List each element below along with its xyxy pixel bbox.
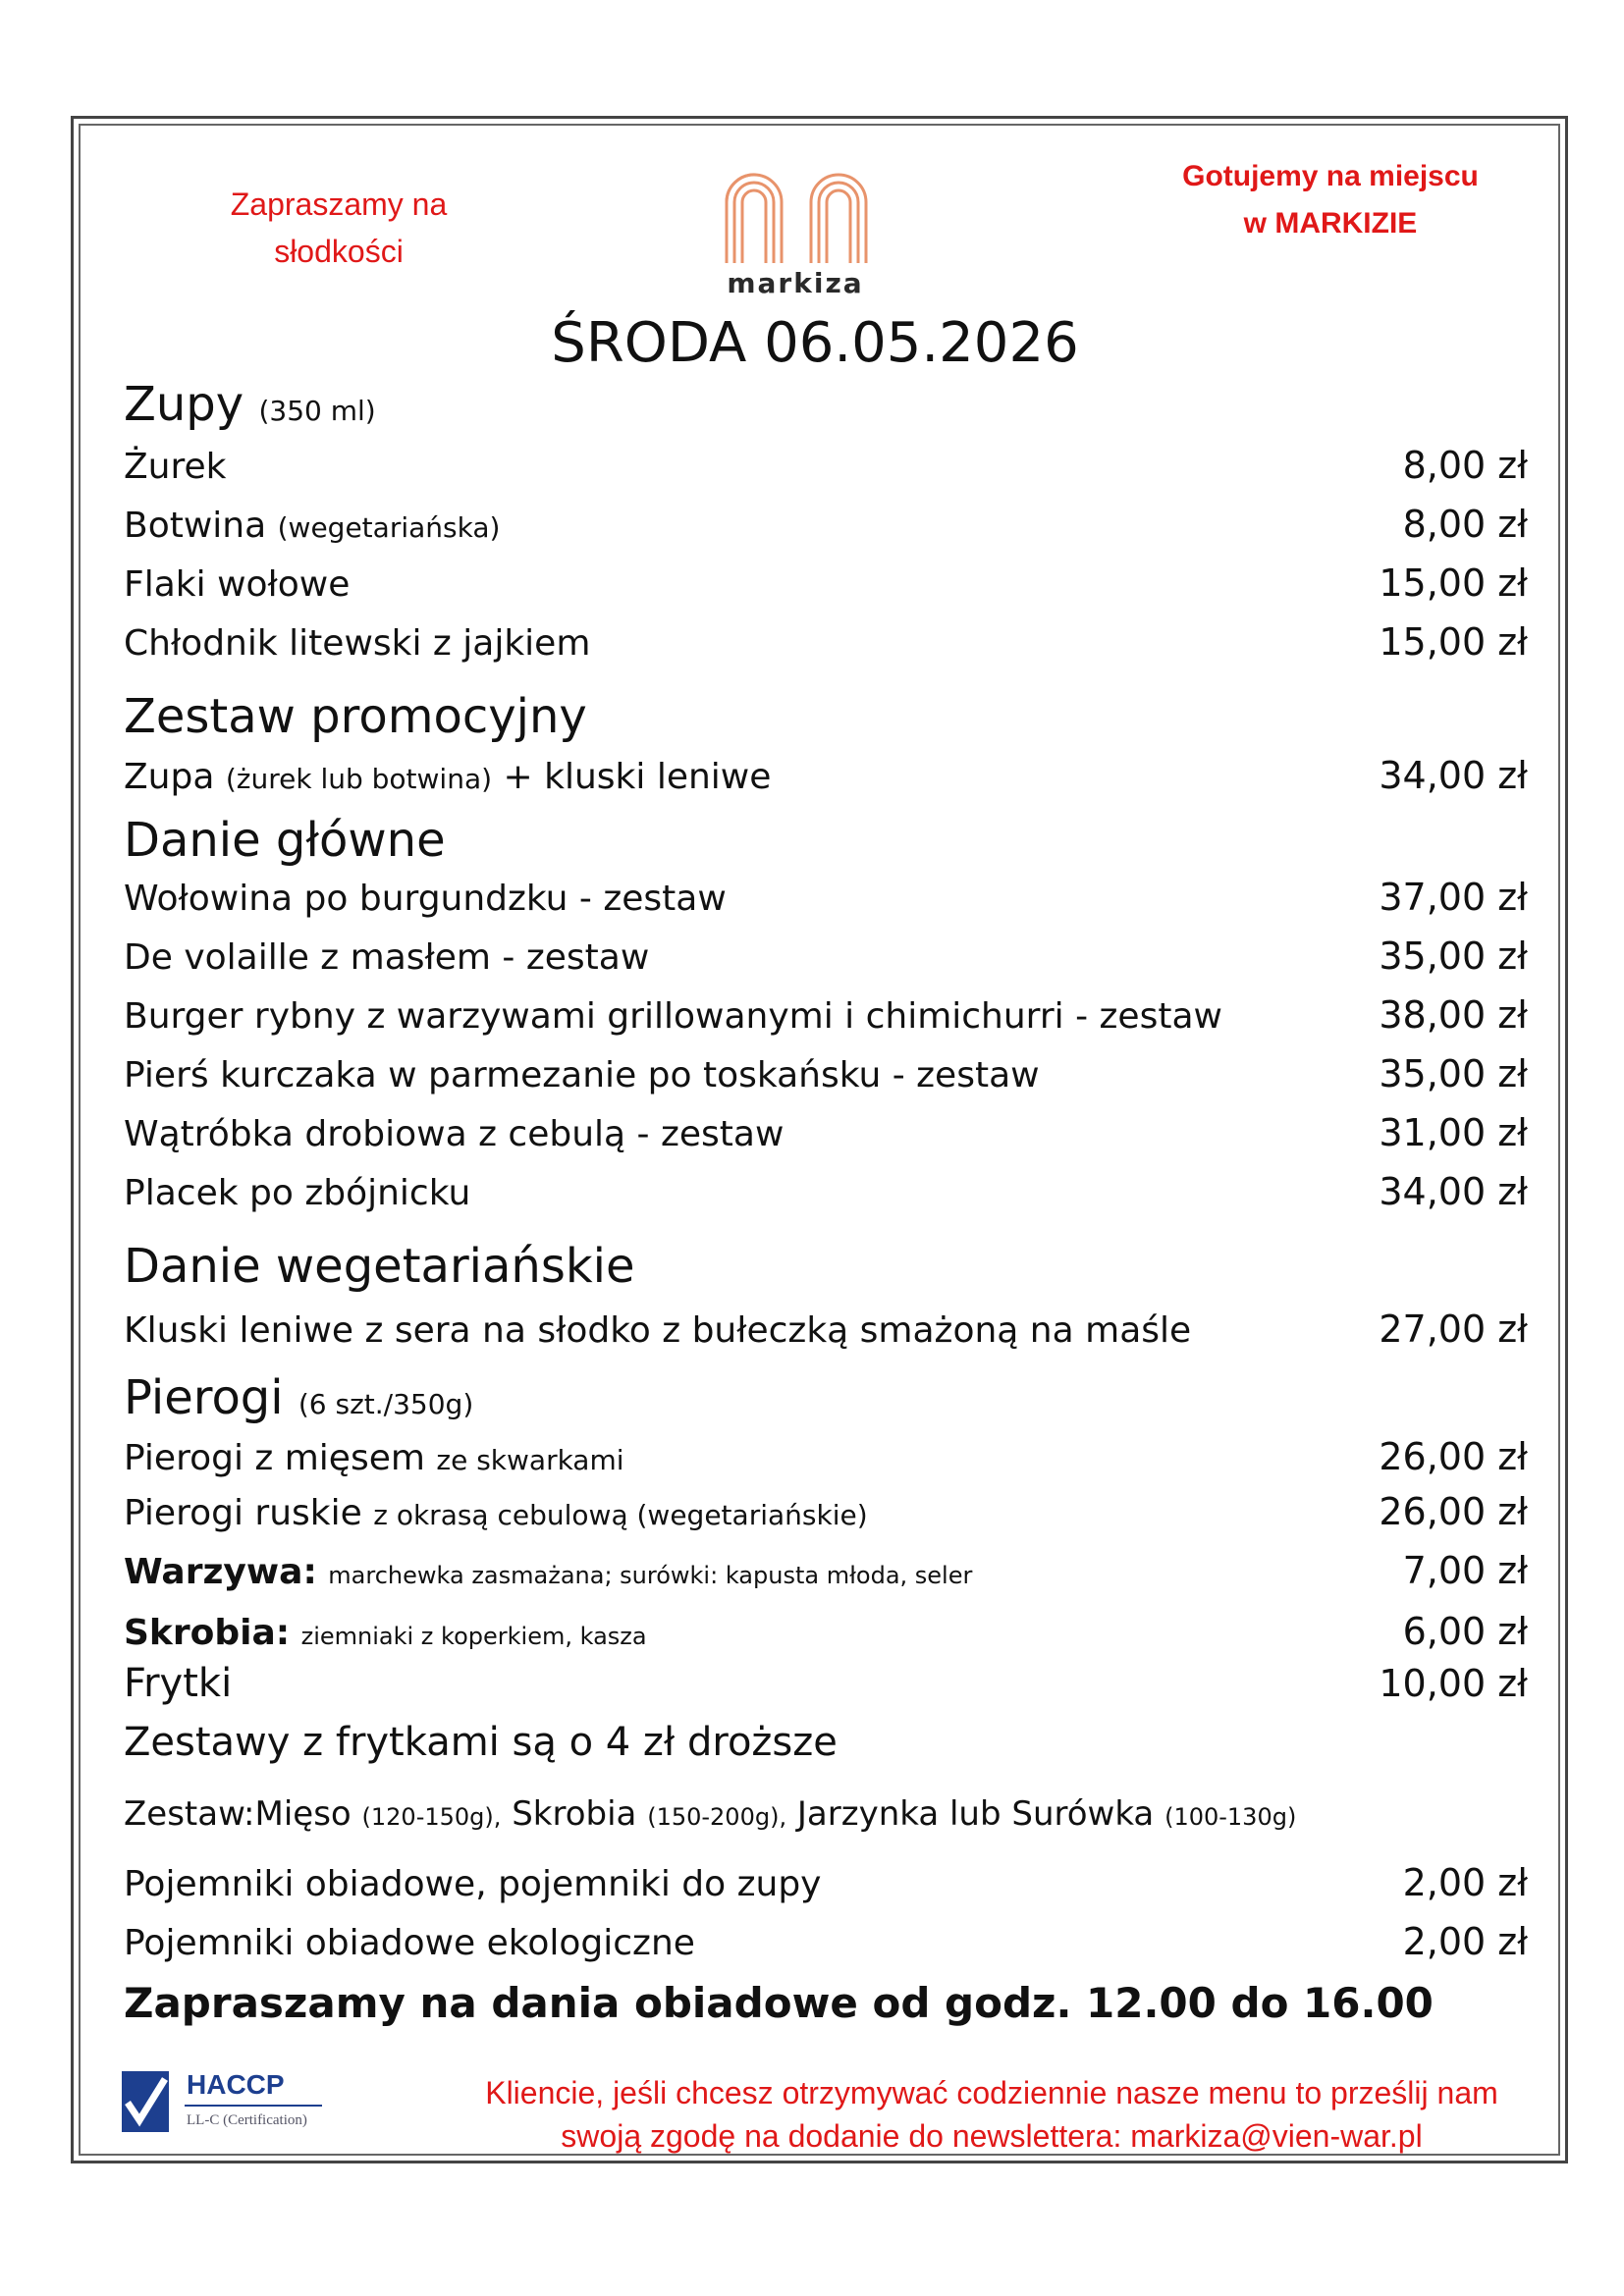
menu-item [124, 620, 1528, 664]
item-price: 31,00 zł [1379, 1111, 1528, 1154]
zestaw-info-c: Jarzynka lub Surówka [796, 1794, 1155, 1834]
item-name: Flaki wołowe [124, 564, 351, 605]
newsletter-note [432, 2071, 1551, 2158]
haccp-subtitle: LL-C (Certification) [187, 2112, 307, 2128]
zestaw-info-b-note: (150-200g), [647, 1803, 787, 1831]
item-price: 15,00 zł [1379, 620, 1528, 664]
menu-item [124, 1490, 1528, 1533]
item-note: z okrasą cebulową (wegetariańskie) [373, 1499, 868, 1531]
haccp-check-icon [122, 2071, 169, 2132]
zestaw-info [124, 1794, 1528, 1834]
item-price: 27,00 zł [1379, 1308, 1528, 1351]
sweets-note-line2: słodkości [274, 234, 404, 269]
menu-item [124, 754, 1528, 797]
cooking-note-line1: Gotujemy na miejscu [1182, 160, 1479, 192]
haccp-title: HACCP [187, 2069, 285, 2100]
item-name: Wątróbka drobiowa z cebulą - zestaw [124, 1114, 785, 1154]
wege-title: Danie wegetariańskie [124, 1239, 635, 1294]
item-name: Chłodnik litewski z jajkiem [124, 623, 591, 664]
frytki-label: Frytki [124, 1661, 233, 1706]
item-price: 2,00 zł [1402, 1861, 1528, 1904]
item-name: Pierogi z mięsem [124, 1438, 425, 1478]
skrobia-text: ziemniaki z koperkiem, kasza [300, 1623, 647, 1650]
item-name: Pierś kurczaka w parmezanie po toskańsku - zestaw [124, 1055, 1040, 1095]
item-name: Burger rybny z warzywami grillowanymi i chimichurri - zestaw [124, 996, 1222, 1037]
item-price: 35,00 zł [1379, 934, 1528, 978]
page-title: ŚRODA 06.05.2026 [551, 311, 1079, 375]
section-heading-pierogi [124, 1370, 1528, 1425]
menu-item [124, 444, 1528, 487]
menu-item-warzywa [124, 1549, 1528, 1592]
menu-item-frytki [124, 1661, 1528, 1706]
item-name: De volaille z masłem - zestaw [124, 937, 650, 978]
item-note: (żurek lub botwina) [225, 763, 493, 795]
warzywa-text: marchewka zasmażana; surówki: kapusta młoda, seler [328, 1562, 973, 1589]
zestaw-info-c-note: (100-130g) [1164, 1803, 1297, 1831]
menu-item [124, 1308, 1528, 1351]
zupy-title: Zupy [124, 377, 244, 432]
item-price: 2,00 zł [1402, 1920, 1528, 1963]
cooking-note [1149, 153, 1512, 247]
item-name-extra: + kluski leniwe [503, 757, 772, 797]
menu-item [124, 1435, 1528, 1478]
sweets-note [196, 181, 481, 275]
opening-hours: Zapraszamy na dania obiadowe od godz. 12.00 do 16.00 [124, 1979, 1434, 2027]
menu-item-skrobia [124, 1610, 1528, 1653]
frytki-note-row [124, 1720, 1528, 1765]
zestaw-info-b: Skrobia [512, 1794, 637, 1834]
menu-item [124, 1920, 1528, 1963]
zestaw-title: Zestaw promocyjny [124, 689, 587, 744]
item-price: 10,00 zł [1379, 1662, 1528, 1705]
item-price: 15,00 zł [1379, 561, 1528, 605]
glowne-title: Danie główne [124, 813, 446, 868]
newsletter-line1: Kliencie, jeśli chcesz otrzymywać codziennie nasze menu to prześlij nam [485, 2075, 1498, 2110]
warzywa-label: Warzywa: [124, 1552, 317, 1592]
item-note: ze skwarkami [436, 1444, 624, 1476]
item-name: Botwina [124, 506, 267, 546]
item-note: (wegetariańska) [277, 511, 501, 544]
item-name: Pierogi ruskie [124, 1493, 362, 1533]
item-price: 37,00 zł [1379, 876, 1528, 919]
pierogi-note: (6 szt./350g) [298, 1388, 474, 1420]
item-name: Zupa [124, 757, 215, 797]
markiza-logo-icon [723, 163, 870, 265]
section-heading-glowne [124, 813, 1528, 868]
menu-item [124, 561, 1528, 605]
logo-wordmark: markiza [727, 267, 864, 299]
item-name: Wołowina po burgundzku - zestaw [124, 879, 727, 919]
item-price: 34,00 zł [1379, 754, 1528, 797]
skrobia-label: Skrobia: [124, 1613, 291, 1653]
menu-item [124, 503, 1528, 546]
sweets-note-line1: Zapraszamy na [230, 187, 448, 222]
item-price: 26,00 zł [1379, 1435, 1528, 1478]
item-price: 7,00 zł [1402, 1549, 1528, 1592]
item-name: Pojemniki obiadowe ekologiczne [124, 1923, 695, 1963]
item-price: 8,00 zł [1402, 503, 1528, 546]
item-price: 8,00 zł [1402, 444, 1528, 487]
item-price: 34,00 zł [1379, 1170, 1528, 1213]
item-price: 26,00 zł [1379, 1490, 1528, 1533]
menu-item [124, 1111, 1528, 1154]
item-price: 6,00 zł [1402, 1610, 1528, 1653]
section-heading-zestaw [124, 689, 1528, 744]
section-heading-wege [124, 1239, 1528, 1294]
item-name: Pojemniki obiadowe, pojemniki do zupy [124, 1864, 822, 1904]
zestaw-info-a-note: (120-150g), [361, 1803, 502, 1831]
menu-item [124, 993, 1528, 1037]
menu-item [124, 1052, 1528, 1095]
item-price: 35,00 zł [1379, 1052, 1528, 1095]
menu-item [124, 934, 1528, 978]
item-name: Kluski leniwe z sera na słodko z bułeczką smażoną na maśle [124, 1310, 1192, 1351]
menu-item [124, 876, 1528, 919]
menu-item [124, 1861, 1528, 1904]
item-name: Placek po zbójnicku [124, 1173, 471, 1213]
item-name: Żurek [124, 447, 227, 487]
haccp-badge [122, 2069, 328, 2138]
zupy-note: (350 ml) [258, 395, 376, 427]
newsletter-line2: swoją zgodę na dodanie do newslettera: markiza@vien-war.pl [561, 2118, 1423, 2154]
section-heading-zupy [124, 377, 1528, 432]
zestaw-info-a: Zestaw:Mięso [124, 1794, 352, 1834]
menu-item [124, 1170, 1528, 1213]
haccp-divider [185, 2105, 322, 2107]
cooking-note-line2: w MARKIZIE [1243, 207, 1418, 240]
pierogi-title: Pierogi [124, 1370, 284, 1425]
item-price: 38,00 zł [1379, 993, 1528, 1037]
frytki-note: Zestawy z frytkami są o 4 zł droższe [124, 1720, 838, 1765]
